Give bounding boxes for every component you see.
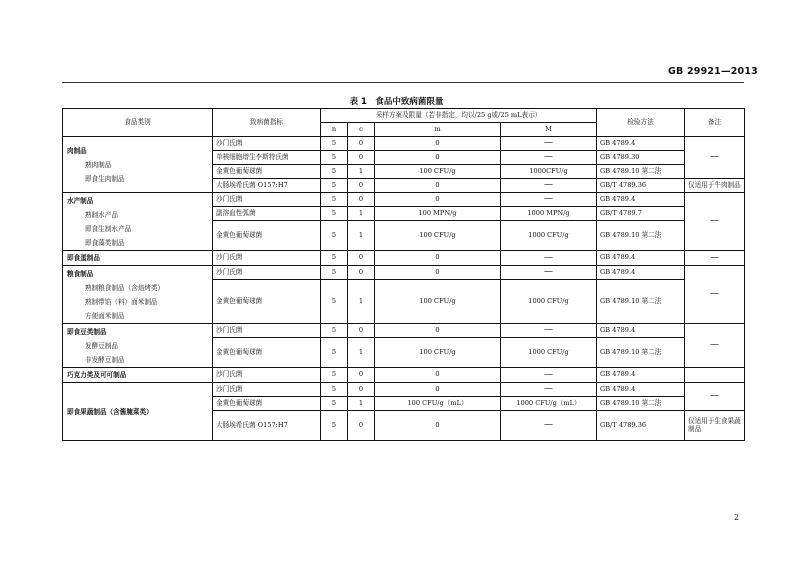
method-cell: GB 4789.10 第二法 bbox=[597, 280, 685, 324]
m-cell: 0 bbox=[375, 251, 501, 266]
c-cell: 1 bbox=[348, 338, 375, 368]
category-cell bbox=[63, 383, 213, 441]
c-cell: 0 bbox=[348, 411, 375, 441]
method-cell: GB 4789.30 bbox=[597, 151, 685, 165]
pathogen-cell: 金黄色葡萄球菌 bbox=[213, 280, 321, 324]
category-title: 即食豆类制品 bbox=[67, 327, 107, 336]
category-sub: 熟制粮食制品（含焙烤类） bbox=[85, 283, 165, 292]
n-cell: 5 bbox=[321, 266, 348, 280]
remark-cell: — bbox=[685, 266, 745, 324]
M-cell: — bbox=[501, 193, 597, 207]
remark-cell: — bbox=[685, 251, 745, 266]
pathogen-cell: 单核细胞增生李斯特氏菌 bbox=[213, 151, 321, 165]
c-cell: 1 bbox=[348, 280, 375, 324]
n-cell: 5 bbox=[321, 137, 348, 151]
pathogen-cell: 大肠埃希氏菌 O157:H7 bbox=[213, 411, 321, 441]
header-n: n bbox=[321, 123, 348, 137]
remark-cell: — bbox=[685, 137, 745, 179]
method-cell: GB/T 4789.36 bbox=[597, 411, 685, 441]
c-cell: 0 bbox=[348, 251, 375, 266]
category-sub: 熟制带馅（料）面米制品 bbox=[85, 297, 158, 306]
header-pathogen: 致病菌指标 bbox=[213, 109, 321, 137]
pathogen-cell: 大肠埃希氏菌 O157:H7 bbox=[213, 179, 321, 193]
category-cell bbox=[63, 266, 213, 324]
m-cell: 100 MPN/g bbox=[375, 207, 501, 221]
n-cell: 5 bbox=[321, 207, 348, 221]
table-row bbox=[63, 324, 745, 338]
category-title: 即食蛋制品 bbox=[67, 254, 100, 262]
c-cell: 0 bbox=[348, 193, 375, 207]
M-cell: — bbox=[501, 137, 597, 151]
c-cell: 0 bbox=[348, 324, 375, 338]
n-cell: 5 bbox=[321, 368, 348, 383]
m-cell: 0 bbox=[375, 193, 501, 207]
category-title: 即食果蔬制品（含酱腌菜类） bbox=[67, 407, 153, 416]
M-cell: 1000 CFU/g bbox=[501, 338, 597, 368]
pathogen-cell: 沙门氏菌 bbox=[213, 266, 321, 280]
category-title: 巧克力类及可可制品 bbox=[67, 371, 127, 379]
table-row bbox=[63, 266, 745, 280]
M-cell: 1000 MPN/g bbox=[501, 207, 597, 221]
method-cell: GB 4789.10 第二法 bbox=[597, 221, 685, 251]
category-sub: 方便面米制品 bbox=[85, 311, 125, 320]
n-cell: 5 bbox=[321, 193, 348, 207]
category-cell bbox=[63, 251, 213, 266]
category-sub: 即食生肉制品 bbox=[85, 174, 125, 183]
pathogen-cell: 副溶血性弧菌 bbox=[213, 207, 321, 221]
header-method: 检验方法 bbox=[597, 109, 685, 137]
c-cell: 1 bbox=[348, 165, 375, 179]
remark-cell: — bbox=[685, 383, 745, 411]
remark-cell: 仅适用于牛肉制品 bbox=[685, 179, 745, 193]
M-cell: 1000 CFU/g bbox=[501, 221, 597, 251]
category-sub: 熟制水产品 bbox=[85, 210, 118, 219]
category-sub: 熟肉制品 bbox=[85, 160, 112, 169]
c-cell: 0 bbox=[348, 151, 375, 165]
M-cell: — bbox=[501, 179, 597, 193]
method-cell: GB 4789.10 第二法 bbox=[597, 338, 685, 368]
n-cell: 5 bbox=[321, 397, 348, 411]
c-cell: 0 bbox=[348, 368, 375, 383]
pathogen-cell: 沙门氏菌 bbox=[213, 193, 321, 207]
n-cell: 5 bbox=[321, 151, 348, 165]
M-cell: — bbox=[501, 251, 597, 266]
remark-cell bbox=[685, 368, 745, 383]
M-cell: — bbox=[501, 324, 597, 338]
method-cell: GB/T 4789.36 bbox=[597, 179, 685, 193]
table-row bbox=[63, 368, 745, 383]
pathogen-cell: 沙门氏菌 bbox=[213, 251, 321, 266]
header-sampling: 采样方案及限量（若非指定，均以/25 g或/25 mL表示） bbox=[321, 109, 597, 123]
m-cell: 100 CFU/g bbox=[375, 338, 501, 368]
category-title: 肉制品 bbox=[67, 146, 87, 155]
header-c: c bbox=[348, 123, 375, 137]
page-number: 2 bbox=[734, 513, 740, 522]
m-cell: 0 bbox=[375, 324, 501, 338]
n-cell: 5 bbox=[321, 251, 348, 266]
method-cell: GB/T 4789.7 bbox=[597, 207, 685, 221]
method-cell: GB 4789.10 第二法 bbox=[597, 165, 685, 179]
category-title: 水产制品 bbox=[67, 196, 94, 205]
category-cell bbox=[63, 324, 213, 368]
c-cell: 0 bbox=[348, 137, 375, 151]
header-remark: 备注 bbox=[685, 109, 745, 137]
pathogen-cell: 沙门氏菌 bbox=[213, 324, 321, 338]
M-cell: 1000 CFU/g（mL） bbox=[501, 397, 597, 411]
method-cell: GB 4789.4 bbox=[597, 193, 685, 207]
c-cell: 1 bbox=[348, 397, 375, 411]
table-row bbox=[63, 383, 745, 397]
pathogen-cell: 金黄色葡萄球菌 bbox=[213, 221, 321, 251]
n-cell: 5 bbox=[321, 165, 348, 179]
pathogen-limit-table bbox=[62, 108, 745, 441]
n-cell: 5 bbox=[321, 324, 348, 338]
method-cell: GB 4789.4 bbox=[597, 266, 685, 280]
method-cell: GB 4789.10 第二法 bbox=[597, 397, 685, 411]
n-cell: 5 bbox=[321, 338, 348, 368]
n-cell: 5 bbox=[321, 411, 348, 441]
category-sub: 发酵豆制品 bbox=[85, 341, 118, 350]
remark-cell: 仅适用于生食果蔬制品 bbox=[685, 411, 745, 441]
n-cell: 5 bbox=[321, 383, 348, 397]
m-cell: 100 CFU/g bbox=[375, 165, 501, 179]
m-cell: 0 bbox=[375, 368, 501, 383]
method-cell: GB 4789.4 bbox=[597, 324, 685, 338]
M-cell: 1000CFU/g bbox=[501, 165, 597, 179]
table-row bbox=[63, 193, 745, 207]
category-cell bbox=[63, 137, 213, 193]
m-cell: 0 bbox=[375, 137, 501, 151]
pathogen-cell: 金黄色葡萄球菌 bbox=[213, 338, 321, 368]
m-cell: 0 bbox=[375, 179, 501, 193]
standard-code: GB 29921—2013 bbox=[668, 66, 758, 77]
c-cell: 0 bbox=[348, 266, 375, 280]
table-caption: 表 1 食品中致病菌限量 bbox=[349, 97, 444, 107]
table-row bbox=[63, 137, 745, 151]
c-cell: 1 bbox=[348, 207, 375, 221]
c-cell: 0 bbox=[348, 179, 375, 193]
category-sub: 即食生制水产品 bbox=[85, 224, 132, 233]
category-cell bbox=[63, 368, 213, 383]
m-cell: 0 bbox=[375, 151, 501, 165]
m-cell: 0 bbox=[375, 383, 501, 397]
table-row bbox=[63, 251, 745, 266]
M-cell: — bbox=[501, 383, 597, 397]
m-cell: 100 CFU/g bbox=[375, 280, 501, 324]
remark-cell: — bbox=[685, 324, 745, 368]
n-cell: 5 bbox=[321, 179, 348, 193]
pathogen-cell: 金黄色葡萄球菌 bbox=[213, 165, 321, 179]
pathogen-cell: 金黄色葡萄球菌 bbox=[213, 397, 321, 411]
m-cell: 100 CFU/g bbox=[375, 221, 501, 251]
pathogen-cell: 沙门氏菌 bbox=[213, 137, 321, 151]
M-cell: 1000 CFU/g bbox=[501, 280, 597, 324]
category-sub: 非发酵豆制品 bbox=[85, 355, 125, 364]
m-cell: 0 bbox=[375, 411, 501, 441]
M-cell: — bbox=[501, 266, 597, 280]
header-M: M bbox=[501, 123, 597, 137]
category-sub: 即食藻类制品 bbox=[85, 238, 125, 247]
method-cell: GB 4789.4 bbox=[597, 251, 685, 266]
header-m: m bbox=[375, 123, 501, 137]
header-category: 食品类别 bbox=[63, 109, 213, 137]
n-cell: 5 bbox=[321, 221, 348, 251]
method-cell: GB 4789.4 bbox=[597, 368, 685, 383]
M-cell: — bbox=[501, 411, 597, 441]
M-cell: — bbox=[501, 151, 597, 165]
method-cell: GB 4789.4 bbox=[597, 137, 685, 151]
c-cell: 1 bbox=[348, 221, 375, 251]
remark-cell: — bbox=[685, 193, 745, 251]
m-cell: 100 CFU/g（mL） bbox=[375, 397, 501, 411]
m-cell: 0 bbox=[375, 266, 501, 280]
c-cell: 0 bbox=[348, 383, 375, 397]
pathogen-cell: 沙门氏菌 bbox=[213, 383, 321, 397]
method-cell: GB 4789.4 bbox=[597, 383, 685, 397]
header-rule bbox=[62, 82, 744, 83]
n-cell: 5 bbox=[321, 280, 348, 324]
pathogen-cell: 沙门氏菌 bbox=[213, 368, 321, 383]
M-cell: — bbox=[501, 368, 597, 383]
category-title: 粮食制品 bbox=[67, 269, 94, 278]
category-cell bbox=[63, 193, 213, 251]
